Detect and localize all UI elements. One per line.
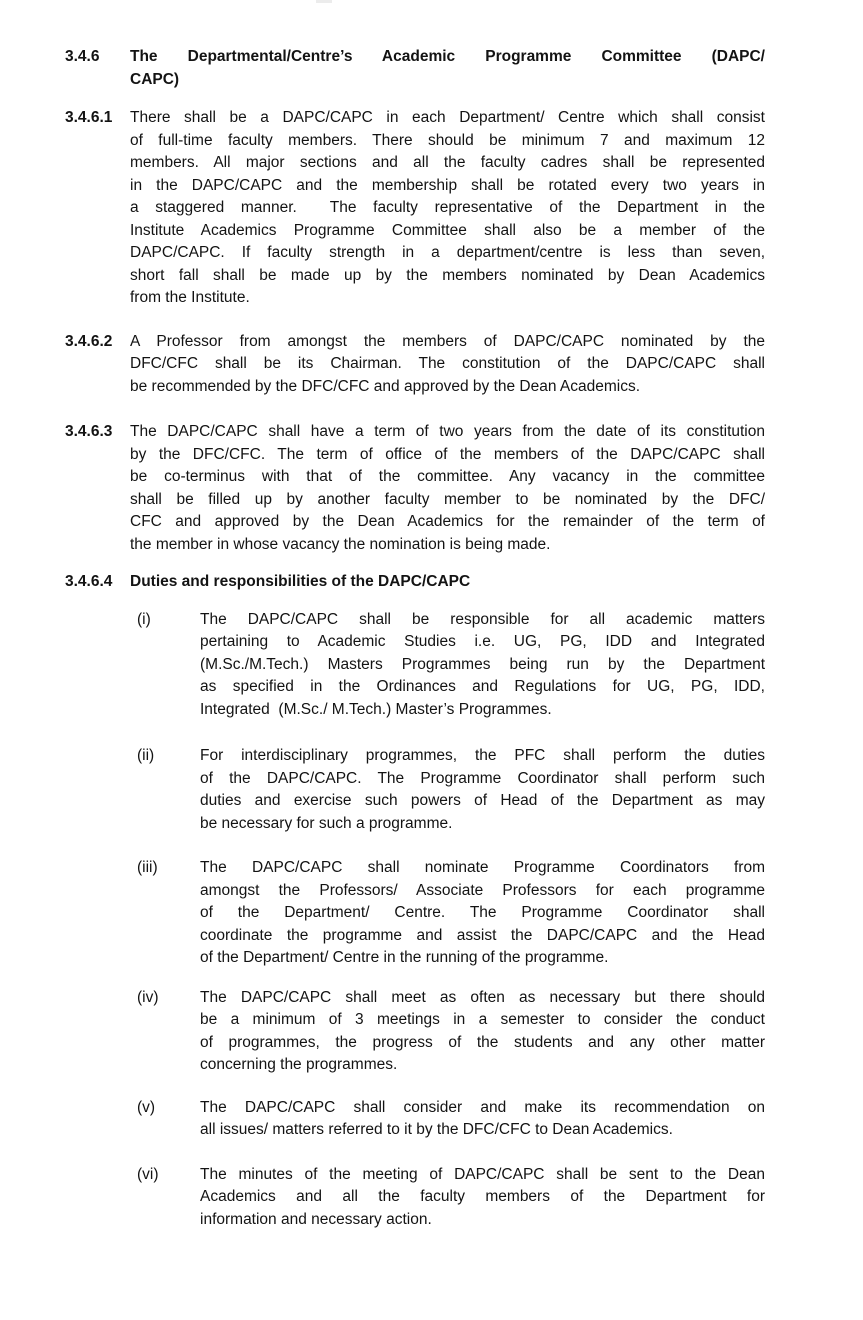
- section-number: 3.4.6.4: [65, 573, 113, 590]
- duties-item-vi: [137, 1164, 863, 1232]
- item-marker: (iv): [137, 988, 159, 1006]
- item-marker: (i): [137, 610, 151, 628]
- section-3-4-6-4: [65, 571, 863, 594]
- section-3-4-6-1: [65, 107, 863, 310]
- section-heading: The Departmental/Centre’s Academic Programme Committee (DAPC/ CAPC): [130, 48, 765, 88]
- section-heading: Duties and responsibilities of the DAPC/CAPC: [130, 573, 471, 590]
- section-number: 3.4.6.2: [65, 332, 113, 350]
- section-number: 3.4.6.1: [65, 109, 113, 126]
- section-3-4-6: [65, 46, 863, 91]
- duties-item-ii: [137, 745, 863, 835]
- section-3-4-6-2: [65, 331, 863, 399]
- duties-item-iii: [137, 857, 863, 970]
- duties-item-iv: [137, 987, 863, 1077]
- item-text: The minutes of the meeting of DAPC/CAPC shall be sent to the Dean Academics and all the faculty members of the Department for information and necessary action.: [200, 1165, 765, 1228]
- item-marker: (vi): [137, 1165, 159, 1183]
- item-text: The DAPC/CAPC shall nominate Programme Coordinators from amongst the Professors/ Associate Professors for each programme of the Department/ Centre. The Programme Coordinator shall coordinate the programme and assist the DAPC/CAPC and the Head of the Department/ Centre in the running of the programme.: [200, 859, 765, 966]
- item-text: The DAPC/CAPC shall be responsible for all academic matters pertaining to Academic Studies i.e. UG, PG, IDD and Integrated (M.Sc./M.Tech.) Masters Programmes being run by the Department as specified in the Ordinances and Regulations for UG, PG, IDD, Integrated (M.Sc./ M.Tech.) Master’s Programmes.: [200, 610, 765, 718]
- duties-item-i: [137, 609, 863, 722]
- section-number: 3.4.6: [65, 48, 100, 65]
- section-paragraph: There shall be a DAPC/CAPC in each Department/ Centre which shall consist of full-time faculty members. There should be minimum 7 and maximum 12 members. All major sections and all the faculty cadres shall be represented in the DAPC/CAPC and the membership shall be rotated every two years in a staggered manner. The faculty representative of the Department in the Institute Academics Programme Committee shall also be a member of the DAPC/CAPC. If faculty strength in a department/centre is less than seven, short fall shall be made up by the members nominated by Dean Academics from the Institute.: [130, 109, 765, 306]
- item-text: The DAPC/CAPC shall meet as often as necessary but there should be a minimum of 3 meetings in a semester to consider the conduct of programmes, the progress of the students and any other matter concerning the programmes.: [200, 988, 765, 1073]
- duties-item-v: [137, 1097, 863, 1142]
- section-paragraph: The DAPC/CAPC shall have a term of two years from the date of its constitution by the DFC/CFC. The term of office of the members of the DAPC/CAPC shall be co-terminus with that of the committee. Any vacancy in the committee shall be filled up by another faculty member to be nominated by the DFC/ CFC and approved by the Dean Academics for the remainder of the term of the member in whose vacancy the nomination is being made.: [130, 423, 765, 553]
- item-marker: (iii): [137, 859, 158, 876]
- item-text: The DAPC/CAPC shall consider and make its recommendation on all issues/ matters referred to it by the DFC/CFC to Dean Academics.: [200, 1098, 765, 1138]
- item-marker: (ii): [137, 747, 155, 764]
- item-marker: (v): [137, 1098, 156, 1116]
- section-paragraph: A Professor from amongst the members of DAPC/CAPC nominated by the DFC/CFC shall be its Chairman. The constitution of the DAPC/CAPC shall be recommended by the DFC/CFC and approved by the Dean Academics.: [130, 332, 765, 395]
- section-number: 3.4.6.3: [65, 423, 113, 440]
- item-text: For interdisciplinary programmes, the PFC shall perform the duties of the DAPC/CAPC. The Programme Coordinator shall perform such duties and exercise such powers of Head of the Department as may be necessary for such a programme.: [200, 747, 765, 832]
- section-3-4-6-3: [65, 421, 863, 556]
- page-artifact: [316, 0, 332, 3]
